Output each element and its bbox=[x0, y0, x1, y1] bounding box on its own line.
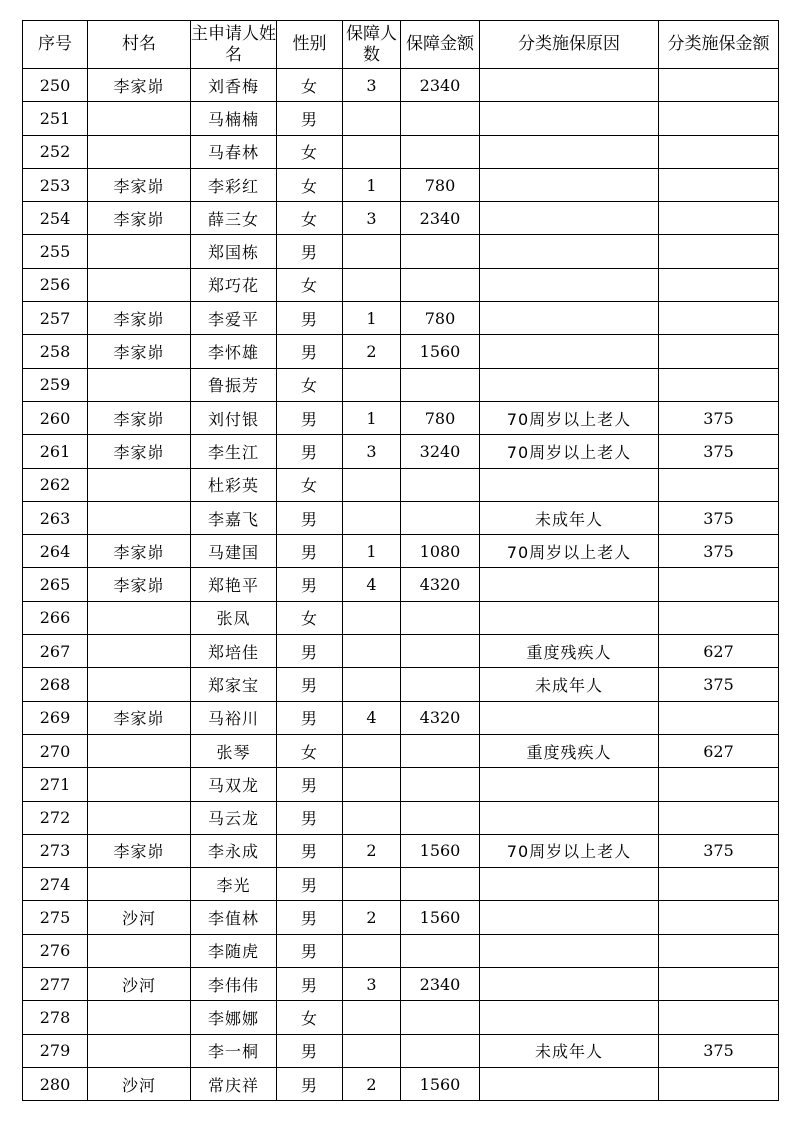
village-name-cell bbox=[88, 1001, 191, 1034]
table-row bbox=[23, 535, 779, 568]
category-amount-cell bbox=[659, 701, 779, 734]
village-name-cell bbox=[88, 668, 191, 701]
category-amount-cell bbox=[659, 335, 779, 368]
village-name-cell bbox=[88, 1034, 191, 1067]
applicant-name-cell: 常庆祥 bbox=[191, 1067, 277, 1100]
serial-number-cell: 260 bbox=[23, 401, 88, 434]
applicant-name-cell: 鲁振芳 bbox=[191, 368, 277, 401]
benefit-amount-cell: 1560 bbox=[401, 901, 480, 934]
serial-number-cell: 253 bbox=[23, 168, 88, 201]
serial-number-cell: 257 bbox=[23, 302, 88, 335]
category-reason-cell bbox=[480, 801, 659, 834]
village-name-cell bbox=[88, 368, 191, 401]
category-amount-cell: 627 bbox=[659, 734, 779, 767]
applicant-name-cell: 郑培佳 bbox=[191, 635, 277, 668]
category-reason-cell: 重度残疾人 bbox=[480, 734, 659, 767]
applicant-name-cell: 薛三女 bbox=[191, 202, 277, 235]
gender-cell: 男 bbox=[277, 968, 343, 1001]
serial-number-cell: 255 bbox=[23, 235, 88, 268]
serial-number-cell: 266 bbox=[23, 601, 88, 634]
village-name-cell bbox=[88, 468, 191, 501]
category-amount-cell bbox=[659, 302, 779, 335]
table-row bbox=[23, 834, 779, 867]
village-name-cell: 李家峁 bbox=[88, 302, 191, 335]
applicant-name-cell: 郑巧花 bbox=[191, 268, 277, 301]
gender-cell: 男 bbox=[277, 834, 343, 867]
gender-cell: 男 bbox=[277, 501, 343, 534]
category-reason-cell bbox=[480, 1067, 659, 1100]
village-name-cell bbox=[88, 268, 191, 301]
category-reason-cell bbox=[480, 235, 659, 268]
serial-number-cell: 264 bbox=[23, 535, 88, 568]
gender-cell: 男 bbox=[277, 1067, 343, 1100]
benefit-amount-cell: 4320 bbox=[401, 701, 480, 734]
category-reason-cell bbox=[480, 701, 659, 734]
village-name-cell: 李家峁 bbox=[88, 701, 191, 734]
category-amount-cell bbox=[659, 135, 779, 168]
benefit-amount-cell: 2340 bbox=[401, 202, 480, 235]
benefit-amount-cell bbox=[401, 768, 480, 801]
header-serial-number: 序号 bbox=[23, 21, 88, 69]
applicant-name-cell: 马楠楠 bbox=[191, 102, 277, 135]
village-name-cell: 沙河 bbox=[88, 1067, 191, 1100]
gender-cell: 男 bbox=[277, 435, 343, 468]
category-reason-cell: 未成年人 bbox=[480, 1034, 659, 1067]
gender-cell: 女 bbox=[277, 268, 343, 301]
gender-cell: 女 bbox=[277, 468, 343, 501]
serial-number-cell: 259 bbox=[23, 368, 88, 401]
serial-number-cell: 269 bbox=[23, 701, 88, 734]
serial-number-cell: 270 bbox=[23, 734, 88, 767]
village-name-cell bbox=[88, 601, 191, 634]
gender-cell: 女 bbox=[277, 368, 343, 401]
covered-persons-cell: 3 bbox=[343, 435, 401, 468]
covered-persons-cell bbox=[343, 601, 401, 634]
gender-cell: 男 bbox=[277, 934, 343, 967]
category-amount-cell bbox=[659, 934, 779, 967]
category-reason-cell: 70周岁以上老人 bbox=[480, 435, 659, 468]
applicant-name-cell: 杜彩英 bbox=[191, 468, 277, 501]
category-reason-cell: 70周岁以上老人 bbox=[480, 535, 659, 568]
village-name-cell bbox=[88, 801, 191, 834]
serial-number-cell: 256 bbox=[23, 268, 88, 301]
table-row bbox=[23, 601, 779, 634]
applicant-name-cell: 张凤 bbox=[191, 601, 277, 634]
serial-number-cell: 276 bbox=[23, 934, 88, 967]
table-row bbox=[23, 401, 779, 434]
category-amount-cell bbox=[659, 168, 779, 201]
table-row bbox=[23, 568, 779, 601]
benefit-amount-cell: 1080 bbox=[401, 535, 480, 568]
applicant-name-cell: 李娜娜 bbox=[191, 1001, 277, 1034]
category-amount-cell bbox=[659, 1001, 779, 1034]
table-row bbox=[23, 335, 779, 368]
covered-persons-cell: 2 bbox=[343, 1067, 401, 1100]
category-reason-cell bbox=[480, 901, 659, 934]
covered-persons-cell: 1 bbox=[343, 168, 401, 201]
covered-persons-cell: 4 bbox=[343, 701, 401, 734]
village-name-cell bbox=[88, 102, 191, 135]
village-name-cell: 李家峁 bbox=[88, 435, 191, 468]
gender-cell: 男 bbox=[277, 768, 343, 801]
covered-persons-cell: 3 bbox=[343, 202, 401, 235]
table-row bbox=[23, 934, 779, 967]
benefit-amount-cell bbox=[401, 635, 480, 668]
category-amount-cell: 375 bbox=[659, 668, 779, 701]
village-name-cell bbox=[88, 768, 191, 801]
header-applicant-name: 主申请人姓名 bbox=[191, 21, 277, 69]
category-amount-cell: 375 bbox=[659, 1034, 779, 1067]
village-name-cell: 李家峁 bbox=[88, 69, 191, 102]
applicant-name-cell: 李嘉飞 bbox=[191, 501, 277, 534]
table-row bbox=[23, 668, 779, 701]
covered-persons-cell: 1 bbox=[343, 302, 401, 335]
benefit-amount-cell: 3240 bbox=[401, 435, 480, 468]
serial-number-cell: 272 bbox=[23, 801, 88, 834]
applicant-name-cell: 马双龙 bbox=[191, 768, 277, 801]
gender-cell: 女 bbox=[277, 202, 343, 235]
gender-cell: 女 bbox=[277, 601, 343, 634]
benefit-amount-cell: 1560 bbox=[401, 1067, 480, 1100]
covered-persons-cell bbox=[343, 235, 401, 268]
benefit-amount-cell bbox=[401, 368, 480, 401]
applicant-name-cell: 郑家宝 bbox=[191, 668, 277, 701]
benefit-amount-cell bbox=[401, 801, 480, 834]
benefit-amount-cell bbox=[401, 468, 480, 501]
village-name-cell: 李家峁 bbox=[88, 202, 191, 235]
table-row bbox=[23, 235, 779, 268]
category-amount-cell bbox=[659, 568, 779, 601]
benefit-amount-cell: 780 bbox=[401, 302, 480, 335]
table-row bbox=[23, 901, 779, 934]
category-reason-cell bbox=[480, 368, 659, 401]
category-reason-cell bbox=[480, 168, 659, 201]
serial-number-cell: 261 bbox=[23, 435, 88, 468]
category-amount-cell bbox=[659, 801, 779, 834]
serial-number-cell: 263 bbox=[23, 501, 88, 534]
covered-persons-cell bbox=[343, 868, 401, 901]
category-amount-cell bbox=[659, 1067, 779, 1100]
category-amount-cell bbox=[659, 968, 779, 1001]
covered-persons-cell bbox=[343, 768, 401, 801]
category-reason-cell bbox=[480, 468, 659, 501]
header-category-amount: 分类施保金额 bbox=[659, 21, 779, 69]
table-row bbox=[23, 1034, 779, 1067]
category-amount-cell bbox=[659, 768, 779, 801]
applicant-name-cell: 李值林 bbox=[191, 901, 277, 934]
serial-number-cell: 268 bbox=[23, 668, 88, 701]
gender-cell: 女 bbox=[277, 1001, 343, 1034]
gender-cell: 男 bbox=[277, 801, 343, 834]
category-amount-cell: 375 bbox=[659, 834, 779, 867]
benefit-amount-cell bbox=[401, 868, 480, 901]
category-reason-cell bbox=[480, 202, 659, 235]
table-row bbox=[23, 1067, 779, 1100]
category-reason-cell bbox=[480, 69, 659, 102]
gender-cell: 男 bbox=[277, 1034, 343, 1067]
covered-persons-cell bbox=[343, 635, 401, 668]
gender-cell: 男 bbox=[277, 535, 343, 568]
header-gender: 性别 bbox=[277, 21, 343, 69]
table-row bbox=[23, 734, 779, 767]
category-reason-cell: 重度残疾人 bbox=[480, 635, 659, 668]
covered-persons-cell: 2 bbox=[343, 335, 401, 368]
serial-number-cell: 267 bbox=[23, 635, 88, 668]
table-row bbox=[23, 768, 779, 801]
covered-persons-cell: 1 bbox=[343, 535, 401, 568]
benefit-amount-cell: 780 bbox=[401, 168, 480, 201]
category-amount-cell bbox=[659, 235, 779, 268]
table-row bbox=[23, 635, 779, 668]
serial-number-cell: 250 bbox=[23, 69, 88, 102]
covered-persons-cell bbox=[343, 1001, 401, 1034]
applicant-name-cell: 刘付银 bbox=[191, 401, 277, 434]
header-village-name: 村名 bbox=[88, 21, 191, 69]
gender-cell: 男 bbox=[277, 635, 343, 668]
table-row bbox=[23, 302, 779, 335]
gender-cell: 女 bbox=[277, 168, 343, 201]
covered-persons-cell: 1 bbox=[343, 401, 401, 434]
category-amount-cell bbox=[659, 202, 779, 235]
serial-number-cell: 280 bbox=[23, 1067, 88, 1100]
table-header-row bbox=[23, 21, 779, 69]
applicant-name-cell: 李永成 bbox=[191, 834, 277, 867]
category-amount-cell: 375 bbox=[659, 435, 779, 468]
serial-number-cell: 251 bbox=[23, 102, 88, 135]
village-name-cell bbox=[88, 235, 191, 268]
category-reason-cell: 未成年人 bbox=[480, 668, 659, 701]
village-name-cell: 沙河 bbox=[88, 901, 191, 934]
gender-cell: 男 bbox=[277, 235, 343, 268]
table-row bbox=[23, 202, 779, 235]
category-reason-cell bbox=[480, 102, 659, 135]
benefit-amount-cell bbox=[401, 601, 480, 634]
category-amount-cell bbox=[659, 69, 779, 102]
benefit-amount-cell bbox=[401, 102, 480, 135]
village-name-cell: 李家峁 bbox=[88, 335, 191, 368]
category-reason-cell bbox=[480, 1001, 659, 1034]
category-amount-cell: 375 bbox=[659, 535, 779, 568]
category-amount-cell bbox=[659, 468, 779, 501]
category-reason-cell bbox=[480, 568, 659, 601]
village-name-cell: 李家峁 bbox=[88, 568, 191, 601]
serial-number-cell: 273 bbox=[23, 834, 88, 867]
applicant-name-cell: 张琴 bbox=[191, 734, 277, 767]
category-reason-cell bbox=[480, 601, 659, 634]
serial-number-cell: 258 bbox=[23, 335, 88, 368]
applicant-name-cell: 李爱平 bbox=[191, 302, 277, 335]
category-reason-cell: 70周岁以上老人 bbox=[480, 834, 659, 867]
village-name-cell: 李家峁 bbox=[88, 535, 191, 568]
serial-number-cell: 271 bbox=[23, 768, 88, 801]
serial-number-cell: 275 bbox=[23, 901, 88, 934]
header-category-reason: 分类施保原因 bbox=[480, 21, 659, 69]
serial-number-cell: 252 bbox=[23, 135, 88, 168]
table-row bbox=[23, 135, 779, 168]
gender-cell: 男 bbox=[277, 302, 343, 335]
covered-persons-cell: 4 bbox=[343, 568, 401, 601]
serial-number-cell: 254 bbox=[23, 202, 88, 235]
applicant-name-cell: 李伟伟 bbox=[191, 968, 277, 1001]
serial-number-cell: 279 bbox=[23, 1034, 88, 1067]
gender-cell: 男 bbox=[277, 868, 343, 901]
benefit-amount-cell: 1560 bbox=[401, 335, 480, 368]
gender-cell: 男 bbox=[277, 901, 343, 934]
serial-number-cell: 274 bbox=[23, 868, 88, 901]
category-amount-cell: 375 bbox=[659, 501, 779, 534]
category-amount-cell: 375 bbox=[659, 401, 779, 434]
covered-persons-cell: 3 bbox=[343, 69, 401, 102]
serial-number-cell: 278 bbox=[23, 1001, 88, 1034]
applicant-name-cell: 郑艳平 bbox=[191, 568, 277, 601]
village-name-cell bbox=[88, 635, 191, 668]
covered-persons-cell bbox=[343, 801, 401, 834]
table-row bbox=[23, 368, 779, 401]
gender-cell: 男 bbox=[277, 335, 343, 368]
covered-persons-cell bbox=[343, 934, 401, 967]
applicant-name-cell: 马建国 bbox=[191, 535, 277, 568]
category-amount-cell: 627 bbox=[659, 635, 779, 668]
benefit-amount-cell bbox=[401, 668, 480, 701]
applicant-name-cell: 李随虎 bbox=[191, 934, 277, 967]
village-name-cell bbox=[88, 734, 191, 767]
applicant-name-cell: 李一桐 bbox=[191, 1034, 277, 1067]
covered-persons-cell: 3 bbox=[343, 968, 401, 1001]
gender-cell: 男 bbox=[277, 568, 343, 601]
category-reason-cell bbox=[480, 934, 659, 967]
benefit-amount-cell: 780 bbox=[401, 401, 480, 434]
village-name-cell bbox=[88, 135, 191, 168]
covered-persons-cell: 2 bbox=[343, 834, 401, 867]
serial-number-cell: 262 bbox=[23, 468, 88, 501]
serial-number-cell: 277 bbox=[23, 968, 88, 1001]
covered-persons-cell bbox=[343, 668, 401, 701]
assistance-table bbox=[22, 20, 779, 1101]
benefit-amount-cell bbox=[401, 1034, 480, 1067]
applicant-name-cell: 马春林 bbox=[191, 135, 277, 168]
category-reason-cell bbox=[480, 868, 659, 901]
table-row bbox=[23, 868, 779, 901]
table-row bbox=[23, 701, 779, 734]
table-body bbox=[23, 69, 779, 1101]
village-name-cell: 沙河 bbox=[88, 968, 191, 1001]
category-reason-cell bbox=[480, 268, 659, 301]
gender-cell: 男 bbox=[277, 102, 343, 135]
applicant-name-cell: 李彩红 bbox=[191, 168, 277, 201]
applicant-name-cell: 郑国栋 bbox=[191, 235, 277, 268]
gender-cell: 女 bbox=[277, 734, 343, 767]
applicant-name-cell: 马云龙 bbox=[191, 801, 277, 834]
covered-persons-cell: 2 bbox=[343, 901, 401, 934]
covered-persons-cell bbox=[343, 468, 401, 501]
benefit-amount-cell bbox=[401, 1001, 480, 1034]
category-reason-cell bbox=[480, 335, 659, 368]
category-amount-cell bbox=[659, 102, 779, 135]
benefit-amount-cell bbox=[401, 501, 480, 534]
gender-cell: 男 bbox=[277, 701, 343, 734]
category-reason-cell: 70周岁以上老人 bbox=[480, 401, 659, 434]
benefit-amount-cell: 1560 bbox=[401, 834, 480, 867]
gender-cell: 男 bbox=[277, 401, 343, 434]
benefit-amount-cell bbox=[401, 734, 480, 767]
table-row bbox=[23, 435, 779, 468]
village-name-cell bbox=[88, 934, 191, 967]
header-covered-persons: 保障人数 bbox=[343, 21, 401, 69]
benefit-amount-cell: 2340 bbox=[401, 69, 480, 102]
category-reason-cell bbox=[480, 768, 659, 801]
table-row bbox=[23, 69, 779, 102]
table-row bbox=[23, 801, 779, 834]
category-amount-cell bbox=[659, 368, 779, 401]
serial-number-cell: 265 bbox=[23, 568, 88, 601]
table-row bbox=[23, 468, 779, 501]
table-row bbox=[23, 501, 779, 534]
benefit-amount-cell: 4320 bbox=[401, 568, 480, 601]
village-name-cell: 李家峁 bbox=[88, 834, 191, 867]
village-name-cell bbox=[88, 501, 191, 534]
category-reason-cell bbox=[480, 302, 659, 335]
applicant-name-cell: 李光 bbox=[191, 868, 277, 901]
benefit-amount-cell bbox=[401, 235, 480, 268]
village-name-cell: 李家峁 bbox=[88, 401, 191, 434]
table-row bbox=[23, 102, 779, 135]
category-amount-cell bbox=[659, 601, 779, 634]
gender-cell: 男 bbox=[277, 668, 343, 701]
category-amount-cell bbox=[659, 868, 779, 901]
table-row bbox=[23, 1001, 779, 1034]
applicant-name-cell: 刘香梅 bbox=[191, 69, 277, 102]
covered-persons-cell bbox=[343, 1034, 401, 1067]
covered-persons-cell bbox=[343, 734, 401, 767]
benefit-amount-cell bbox=[401, 135, 480, 168]
header-benefit-amount: 保障金额 bbox=[401, 21, 480, 69]
covered-persons-cell bbox=[343, 368, 401, 401]
category-reason-cell bbox=[480, 135, 659, 168]
table-row bbox=[23, 268, 779, 301]
covered-persons-cell bbox=[343, 135, 401, 168]
village-name-cell bbox=[88, 868, 191, 901]
table-row bbox=[23, 968, 779, 1001]
category-reason-cell: 未成年人 bbox=[480, 501, 659, 534]
category-amount-cell bbox=[659, 901, 779, 934]
village-name-cell: 李家峁 bbox=[88, 168, 191, 201]
gender-cell: 女 bbox=[277, 69, 343, 102]
category-amount-cell bbox=[659, 268, 779, 301]
benefit-amount-cell: 2340 bbox=[401, 968, 480, 1001]
gender-cell: 女 bbox=[277, 135, 343, 168]
covered-persons-cell bbox=[343, 501, 401, 534]
benefit-amount-cell bbox=[401, 268, 480, 301]
applicant-name-cell: 李怀雄 bbox=[191, 335, 277, 368]
covered-persons-cell bbox=[343, 102, 401, 135]
covered-persons-cell bbox=[343, 268, 401, 301]
applicant-name-cell: 马裕川 bbox=[191, 701, 277, 734]
applicant-name-cell: 李生江 bbox=[191, 435, 277, 468]
table-row bbox=[23, 168, 779, 201]
benefit-amount-cell bbox=[401, 934, 480, 967]
category-reason-cell bbox=[480, 968, 659, 1001]
